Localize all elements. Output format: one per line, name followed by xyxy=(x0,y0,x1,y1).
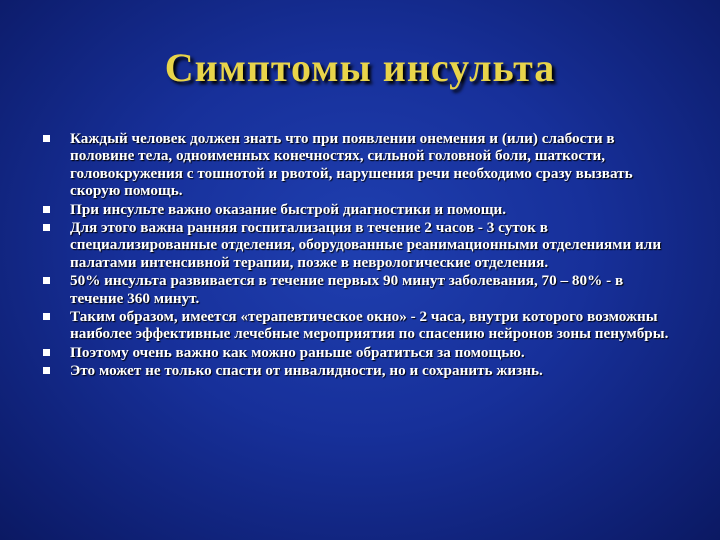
bullet-item xyxy=(40,219,680,271)
slide-title: Симптомы инсульта xyxy=(164,45,556,90)
square-bullet-icon xyxy=(43,277,50,284)
bullet-text: Каждый человек должен знать что при появлении онемения и (или) слабости в половине тела, одноименных конечностях, сильной головной боли, шаткости, головокружения с тошнотой и рвотой, нарушения речи необходимо сразу вызвать скорую помощь. xyxy=(70,130,633,200)
bullet-item xyxy=(40,308,680,343)
bullet-item xyxy=(40,272,680,307)
bullet-text: Таким образом, имеется «терапевтическое окно» - 2 часа, внутри которого возможны наиболее эффективные лечебные мероприятия по спасению нейронов зоны пенумбры. xyxy=(70,308,669,343)
bullet-text: 50% инсульта развивается в течение первых 90 минут заболевания, 70 – 80% - в течение 360 минут. xyxy=(70,272,624,307)
bullet-text: Поэтому очень важно как можно раньше обратиться за помощью. xyxy=(70,343,525,361)
square-bullet-icon xyxy=(43,313,50,320)
square-bullet-icon xyxy=(43,349,50,356)
bullet-text: При инсульте важно оказание быстрой диагностики и помощи. xyxy=(70,200,507,218)
bullet-text: Это может не только спасти от инвалидности, но и сохранить жизнь. xyxy=(70,362,543,380)
square-bullet-icon xyxy=(43,135,50,142)
square-bullet-icon xyxy=(43,367,50,374)
bullet-list xyxy=(40,130,680,381)
bullet-text: Для этого важна ранняя госпитализация в течение 2 часов - 3 суток в специализированные отделения, оборудованные реанимационными отделениями или палатами интенсивной терапии, позже в неврологические отделения. xyxy=(70,219,662,271)
square-bullet-icon xyxy=(43,206,50,213)
bullet-item xyxy=(40,362,680,379)
bullet-item xyxy=(40,344,680,361)
bullet-item xyxy=(40,130,680,200)
square-bullet-icon xyxy=(43,224,50,231)
bullet-item xyxy=(40,201,680,218)
